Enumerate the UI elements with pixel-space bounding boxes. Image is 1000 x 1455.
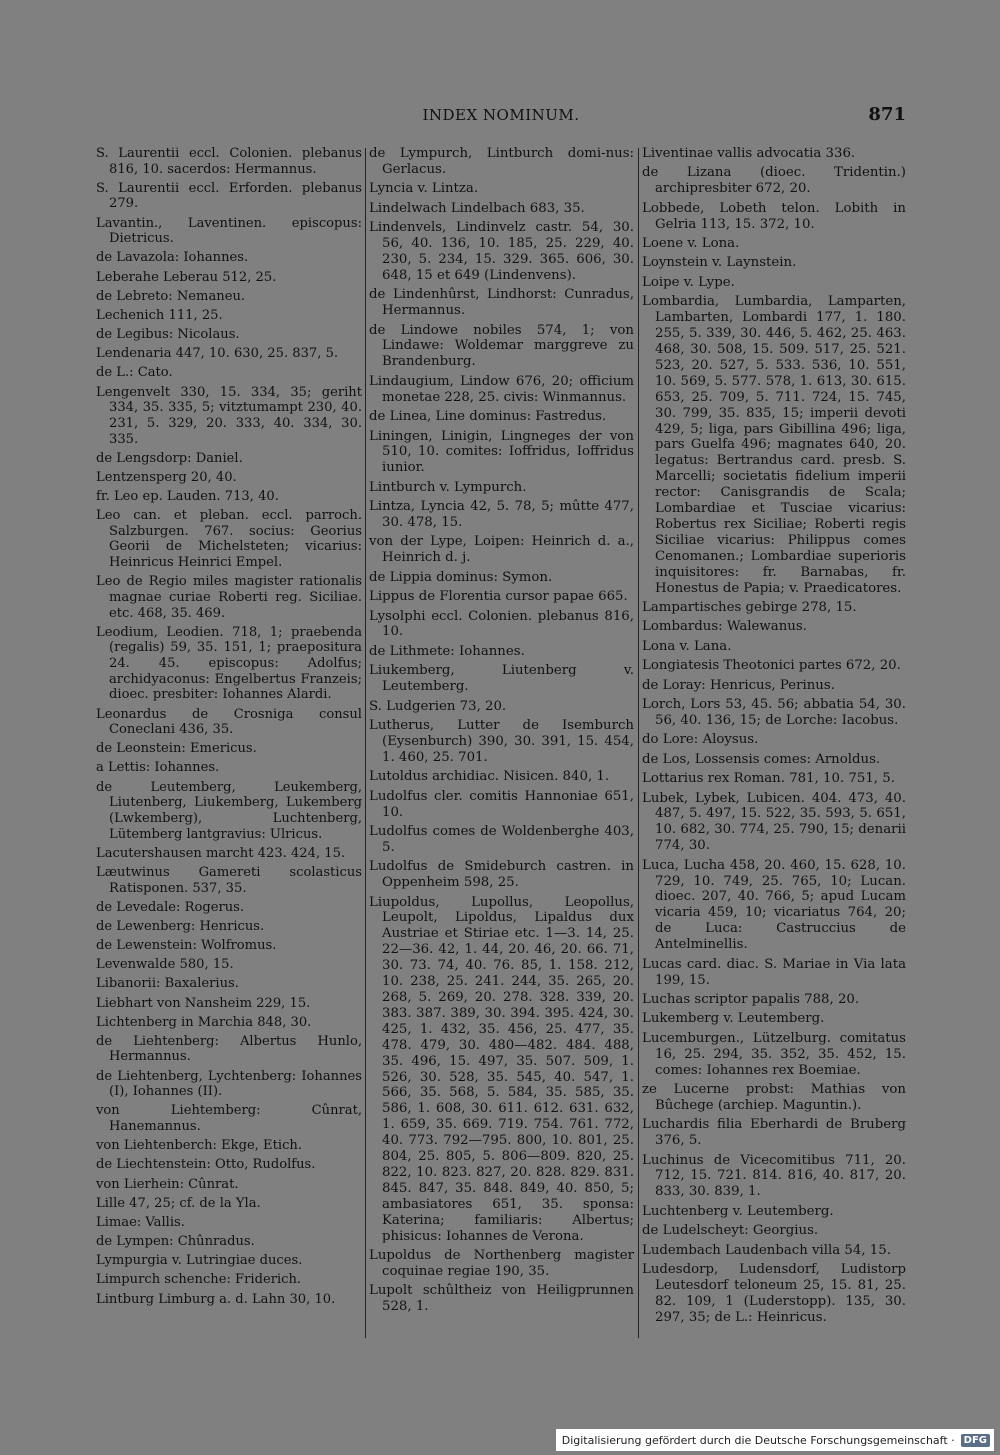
index-entry: de Lengsdorp: Daniel. [96,450,243,466]
index-entry: de Lizana (dioec. Tridentin.) archipresbiter 672, 20. [642,165,906,197]
index-entry: Levenwalde 580, 15. [96,957,234,973]
index-column-3 [642,146,906,1329]
index-entry: Longiatesis Theotonici partes 672, 20. [642,658,901,674]
column-divider [638,148,639,1338]
index-entry: Lintburg Limburg a. d. Lahn 30, 10. [96,1291,336,1307]
index-entry: Ludolfus de Smideburch castren. in Oppenheim 598, 25. [369,859,634,891]
index-entry: de Lippia dominus: Symon. [369,569,553,585]
index-entry: Leberahe Leberau 512, 25. [96,269,277,285]
funding-footer [556,1429,994,1451]
index-entry: Liukemberg, Liutenberg v. Leutemberg. [369,663,634,695]
index-entry: Lombardus: Walewanus. [642,619,807,635]
index-entry: de Lavazola: Iohannes. [96,250,249,266]
index-entry: ze Lucerne probst: Mathias von Bûchege (archiep. Maguntin.). [642,1081,906,1113]
index-entry: Ludolfus cler. comitis Hannoniae 651, 10. [369,788,634,820]
index-entry: Lucemburgen., Lützelburg. comitatus 16, 25. 294, 35. 352, 35. 452, 15. comes: Iohannes rex Boemiae. [642,1030,906,1078]
index-entry: Lona v. Lana. [642,638,732,654]
index-entry: Lechenich 111, 25. [96,307,223,323]
index-entry: Leodium, Leodien. 718, 1; praebenda (regalis) 59, 35. 151, 1; praepositura 24. 45. episcopus: Adolfus; archidyaconus: Engelbertus Franzeis; dioec. presbiter: Iohannes Alardi. [96,624,362,703]
index-entry: Limpurch schenche: Friderich. [96,1272,302,1288]
index-entry: de Los, Lossensis comes: Arnoldus. [642,751,881,767]
index-entry: de Leonstein: Emericus. [96,741,257,757]
index-entry: Lintburch v. Lympurch. [369,479,527,495]
index-entry: Lengenvelt 330, 15. 334, 35; geriht 334, 35. 335, 5; vitztumampt 230, 40. 231, 5. 329, 20. 333, 40. 334, 30. 335. [96,384,362,447]
page-number: 871 [868,104,906,125]
index-entry: Lindenvels, Lindinvelz castr. 54, 30. 56, 40. 136, 10. 185, 25. 229, 40. 230, 5. 234, 15. 329. 365. 606, 30. 648, 15 et 649 (Lindenvens). [369,220,634,283]
index-entry: Leonardus de Crosniga consul Coneclani 436, 35. [96,706,362,738]
index-entry: Ludembach Laudenbach villa 54, 15. [642,1242,891,1258]
index-entry: Læutwinus Gamereti scolasticus Ratisponen. 537, 35. [96,864,362,896]
index-entry: von Lierhein: Cûnrat. [96,1176,239,1192]
index-entry: S. Ludgerien 73, 20. [369,698,507,714]
index-entry: Liebhart von Nansheim 229, 15. [96,995,311,1011]
index-entry: Lampartisches gebirge 278, 15. [642,599,857,615]
index-entry: S. Laurentii eccl. Erforden. plebanus 279. [96,180,362,212]
index-entry: de Legibus: Nicolaus. [96,327,240,343]
index-entry: Lichtenberg in Marchia 848, 30. [96,1014,312,1030]
index-entry: Lorch, Lors 53, 45. 56; abbatia 54, 30. 56, 40. 136, 15; de Lorche: Iacobus. [642,697,906,728]
index-entry: Lindaugium, Lindow 676, 20; officium monetae 228, 25. civis: Winmannus. [369,373,634,405]
index-entry: Lupolt schûltheiz von Heiligprunnen 528, 1. [369,1283,634,1315]
index-entry: Lentzensperg 20, 40. [96,469,237,485]
index-entry: Lobbede, Lobeth telon. Lobith in Gelria 113, 15. 372, 10. [642,200,906,232]
index-entry: Luchinus de Vicecomitibus 711, 20. 712, 15. 721. 814. 816, 40. 817, 20. 833, 30. 839, 1. [642,1152,906,1200]
index-entry: Lombardia, Lumbardia, Lamparten, Lambarten, Lombardi 177, 1. 180. 255, 5. 339, 30. 446, 5. 462, 25. 463. 468, 30. 508, 15. 509. 517, 25. 521. 523, 20. 527, 5. 533. 536, 10. 551, 10. 569, 5. 577. 578, 1. 613, 30. 615. 653, 25. 709, 5. 711. 724, 15. 745, 30. 799, 35. 835, 15; imperii devoti 429, 5; liga, pars Gibillina 496; liga, pars Guelfa 496; magnates 640, 20. legatus: Bertrandus card. presb. S. Marcelli; societatis fidelium imperii rector: Canisgrandis de Scala; Lombardiae et Tusciae vicarius: Robertus rex Siciliae; Roberti regis Siciliae vicarius: Philippus comes Cenomanen.; Lombardiae superioris inquisitores: fr. Barnabas, fr. Honestus de Papia; v. Praedicatores. [642,294,906,596]
index-entry: Loynstein v. Laynstein. [642,255,797,271]
index-entry: S. Laurentii eccl. Colonien. plebanus 816, 10. sacerdos: Hermannus. [96,146,362,177]
index-entry: de Linea, Line dominus: Fastredus. [369,409,607,425]
index-entry: Luca, Lucha 458, 20. 460, 15. 628, 10. 729, 10. 749, 25. 765, 10; Lucan. dioec. 207, 40. 766, 5; apud Lucam vicaria 459, 10; vicariatus 764, 20; de Luca: Castruccius de Antelminellis. [642,857,906,953]
index-entry: de Lithmete: Iohannes. [369,643,525,659]
index-entry: Lyncia v. Lintza. [369,181,479,197]
index-entry: de Lebreto: Nemaneu. [96,288,246,304]
index-entry: Lutoldus archidiac. Nisicen. 840, 1. [369,769,610,785]
index-entry: de Lewenberg: Henricus. [96,918,265,934]
index-entry: Leo can. et pleban. eccl. parroch. Salzburgen. 767. socius: Georius Georii de Michelsteten; vicarius: Heinricus Heinrici Empel. [96,508,362,571]
index-entry: Lacutershausen marcht 423. 424, 15. [96,845,346,861]
index-entry: Ludesdorp, Ludensdorf, Ludistorp Leutesdorf teloneum 25, 15. 81, 25. 82. 109, 1 (Luderstopp). 135, 30. 297, 35; de L.: Heinricus. [642,1262,906,1325]
index-entry: Lucas card. diac. S. Mariae in Via lata 199, 15. [642,956,906,988]
index-entry: Limae: Vallis. [96,1214,185,1230]
index-entry: Loene v. Lona. [642,236,740,252]
index-entry: Lubek, Lybek, Lubicen. 404. 473, 40. 487, 5. 497, 15. 522, 35. 593, 5. 651, 10. 682, 30. 774, 25. 790, 15; denarii 774, 30. [642,790,906,854]
index-entry: Lendenaria 447, 10. 630, 25. 837, 5. [96,346,339,362]
column-divider [365,148,366,1338]
index-entry: Lippus de Florentia cursor papae 665. [369,589,628,605]
index-entry: de Lindowe nobiles 574, 1; von Lindawe: Woldemar marggreve zu Brandenburg. [369,322,634,370]
index-entry: Libanorii: Baxalerius. [96,976,239,992]
index-entry: de Levedale: Rogerus. [96,899,245,915]
index-entry: de Lympurch, Lintburch domi-nus: Gerlacus. [369,146,634,177]
index-entry: Liventinae vallis advocatia 336. [642,146,856,161]
page-header [96,104,906,132]
index-entry: de L.: Cato. [96,365,173,381]
index-entry: von Liehtenberch: Ekge, Etich. [96,1138,302,1154]
index-entry: von Liehtemberg: Cûnrat, Hanemannus. [96,1103,362,1135]
index-entry: Lutherus, Lutter de Isemburch (Eysenburch) 390, 30. 391, 15. 454, 1. 460, 25. 701. [369,718,634,765]
index-entry: do Lore: Aloysus. [642,732,759,748]
index-entry: a Lettis: Iohannes. [96,760,220,776]
index-entry: de Liechtenstein: Otto, Rudolfus. [96,1157,316,1173]
index-entry: de Leutemberg, Leukemberg, Liutenberg, Liukemberg, Lukemberg (Lwkemberg), Luchtenberg, Lütemberg lantgravius: Ulricus. [96,779,362,842]
index-entry: Lupoldus de Northenberg magister coquinae regiae 190, 35. [369,1248,634,1279]
index-entry: de Lympen: Chûnradus. [96,1234,255,1250]
index-entry: von der Lype, Loipen: Heinrich d. a., Heinrich d. j. [369,534,634,566]
index-entry: fr. Leo ep. Lauden. 713, 40. [96,488,279,504]
dfg-logo: DFG [961,1434,990,1447]
index-entry: Ludolfus comes de Woldenberghe 403, 5. [369,823,634,855]
index-entry: Lympurgia v. Lutringiae duces. [96,1253,303,1269]
funding-text: Digitalisierung gefördert durch die Deutsche Forschungsgemeinschaft · [561,1433,955,1447]
index-entry: Lindelwach Lindelbach 683, 35. [369,200,585,216]
index-entry: Liningen, Linigin, Lingneges der von 510, 10. comites: Ioffridus, Ioffridus iunior. [369,428,634,476]
index-entry: de Loray: Henricus, Perinus. [642,677,835,693]
index-entry: de Lewenstein: Wolfromus. [96,938,277,954]
index-entry: Loipe v. Lype. [642,274,735,290]
index-entry: de Liehtenberg: Albertus Hunlo, Hermannus. [96,1033,362,1065]
index-column-1 [96,146,362,1311]
index-entry: Luchardis filia Eberhardi de Bruberg 376, 5. [642,1117,906,1149]
index-entry: Lottarius rex Roman. 781, 10. 751, 5. [642,771,895,787]
index-entry: de Lindenhûrst, Lindhorst: Cunradus, Hermannus. [369,287,634,319]
index-entry: Lysolphi eccl. Colonien. plebanus 816, 10. [369,608,634,640]
index-entry: de Liehtenberg, Lychtenberg: Iohannes (I), Iohannes (II). [96,1068,362,1100]
index-entry: Lille 47, 25; cf. de la Yla. [96,1195,261,1211]
index-entry: Lintza, Lyncia 42, 5. 78, 5; mûtte 477, 30. 478, 15. [369,499,634,531]
index-entry: Luchtenberg v. Leutemberg. [642,1203,834,1219]
index-entry: Luchas scriptor papalis 788, 20. [642,991,860,1007]
index-entry: de Ludelscheyt: Georgius. [642,1223,819,1239]
index-column-2 [369,146,634,1319]
index-entry: Lavantin., Laventinen. episcopus: Dietricus. [96,215,362,247]
index-entry: Liupoldus, Lupollus, Leopollus, Leupolt, Lipoldus, Lipaldus dux Austriae et Stiriae etc. 1—3. 14, 25. 22—36. 42, 1. 44, 20. 46, 20. 66. 71, 30. 73. 74, 40. 76. 85, 1. 158. 212, 10. 238, 25. 241. 244, 35. 265, 20. 268, 5. 269, 20. 278. 328. 339, 20. 383. 387. 389, 30. 394. 395. 424, 30. 425, 1. 432, 35. 456, 25. 477, 35. 478. 479, 30. 480—482. 484. 488, 35. 496, 15. 497, 35. 507. 509, 1. 526, 30. 528, 35. 545, 40. 547, 1. 566, 35. 568, 5. 584, 35. 585, 35. 586, 1. 608, 30. 611. 612. 631. 632, 1. 659, 35. 669. 719. 754. 761. 772, 40. 773. 792—795. 800, 10. 801, 25. 804, 25. 805, 5. 806—809. 820, 25. 822, 10. 823. 827, 20. 828. 829. 831. 845. 847, 35. 848. 849, 40. 850, 5; ambasiatores 651, 35. sponsa: Katerina; familiaris: Albertus; phisicus: Iohannes de Verona. [369,894,634,1244]
running-title: INDEX NOMINUM. [422,106,580,124]
index-entry: Leo de Regio miles magister rationalis magnae curiae Roberti reg. Siciliae. etc. 468, 35. 469. [96,574,362,621]
index-entry: Lukemberg v. Leutemberg. [642,1011,825,1027]
